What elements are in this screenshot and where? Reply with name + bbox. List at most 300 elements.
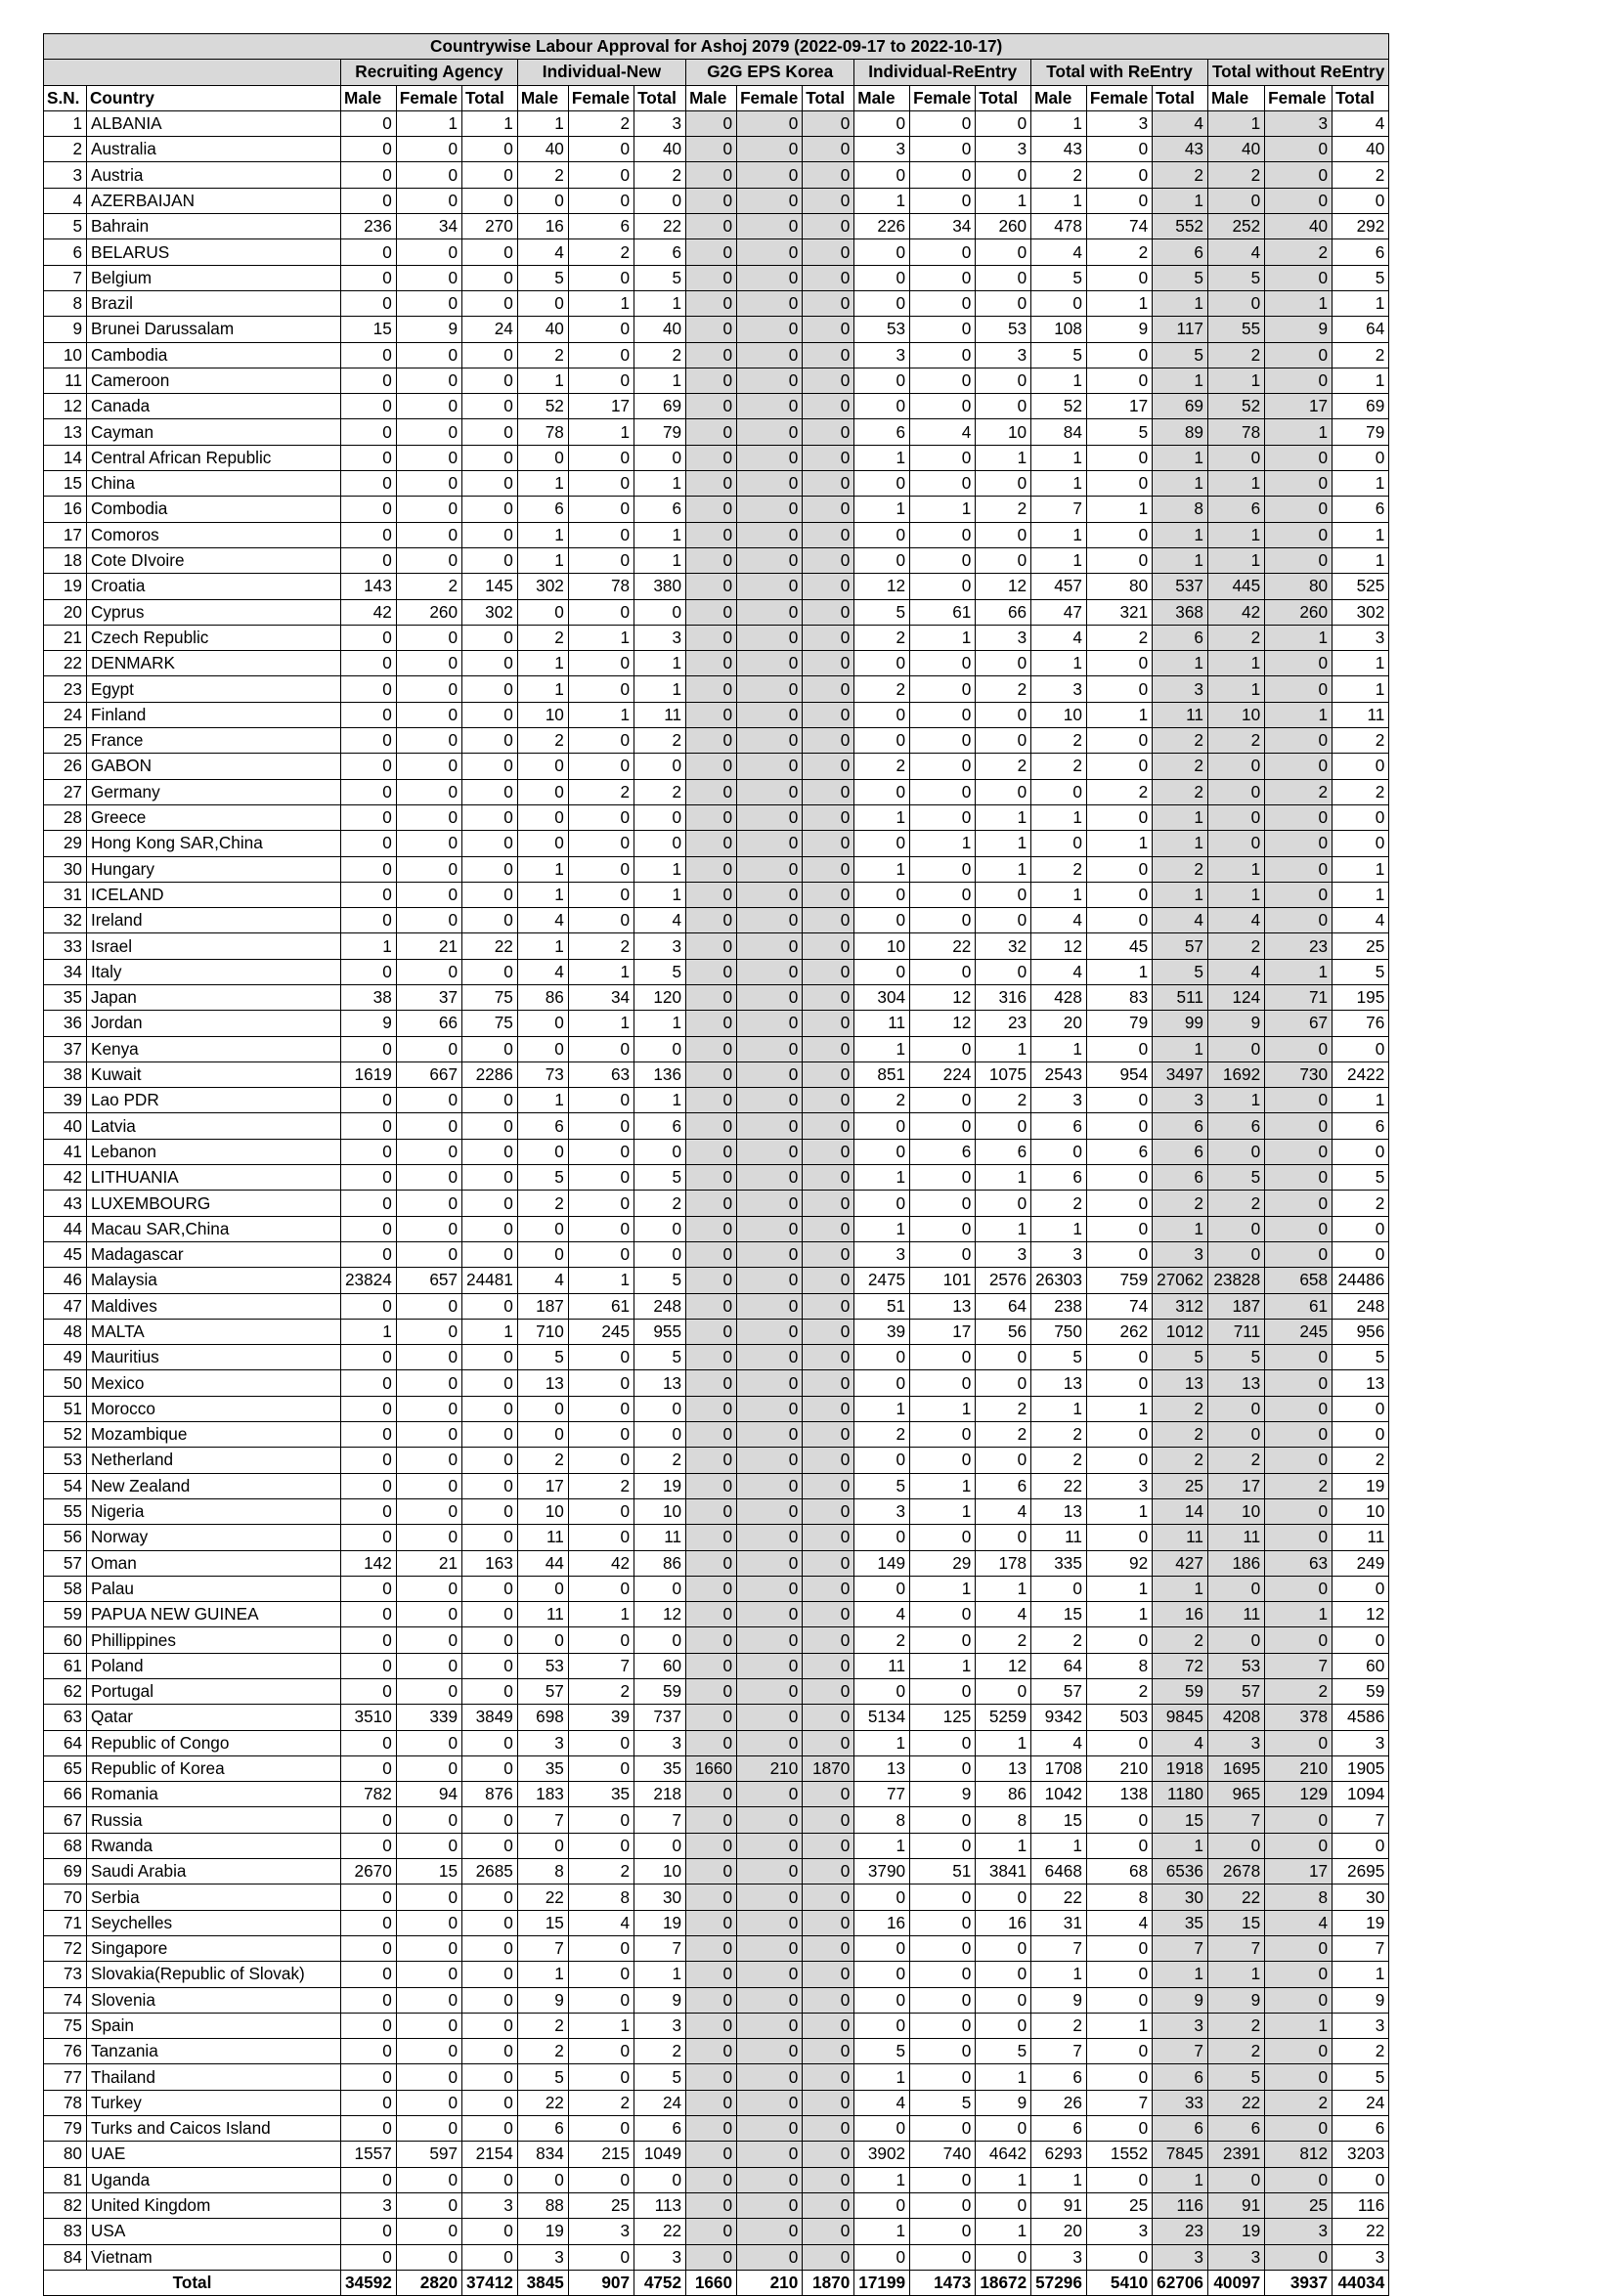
value-cell: 0: [1086, 804, 1152, 830]
value-cell: 0: [686, 290, 737, 316]
value-cell: 7: [634, 1807, 686, 1833]
value-cell: 3: [1031, 1088, 1087, 1113]
value-cell: 2: [1265, 779, 1333, 804]
value-cell: 0: [462, 1962, 518, 1987]
value-cell: 0: [737, 547, 803, 573]
country-cell: Maldives: [87, 1293, 341, 1319]
value-cell: 2: [1333, 342, 1389, 368]
value-cell: 0: [568, 1448, 634, 1473]
value-cell: 0: [737, 1576, 803, 1601]
value-cell: 73: [517, 1061, 568, 1087]
value-cell: 24: [462, 317, 518, 342]
country-cell: Combodia: [87, 497, 341, 522]
value-cell: 0: [568, 497, 634, 522]
serial-number-cell: 36: [44, 1011, 87, 1036]
value-cell: 0: [1207, 779, 1264, 804]
value-cell: 0: [910, 1216, 976, 1241]
value-cell: 9: [1031, 1987, 1087, 2013]
value-cell: 0: [1265, 1498, 1333, 1524]
serial-number-cell: 51: [44, 1396, 87, 1421]
value-cell: 0: [910, 547, 976, 573]
value-cell: 1: [1153, 831, 1208, 856]
value-cell: 0: [686, 779, 737, 804]
value-cell: 0: [803, 1139, 854, 1164]
value-cell: 0: [737, 1061, 803, 1087]
value-cell: 0: [803, 2090, 854, 2115]
value-cell: 0: [1086, 2116, 1152, 2142]
value-cell: 16: [854, 1910, 910, 1935]
value-cell: 9: [1207, 1987, 1264, 2013]
value-cell: 1: [1153, 1833, 1208, 1858]
value-cell: 0: [1086, 1448, 1152, 1473]
total-value-cell: 37412: [462, 2270, 518, 2295]
value-cell: 0: [686, 2142, 737, 2167]
value-cell: 0: [803, 1011, 854, 1036]
value-cell: 117: [1153, 317, 1208, 342]
value-cell: 0: [568, 1807, 634, 1833]
value-cell: 0: [854, 2013, 910, 2038]
value-cell: 0: [341, 1962, 397, 1987]
value-cell: 5: [1333, 2064, 1389, 2090]
value-cell: 51: [854, 1293, 910, 1319]
value-cell: 8: [1086, 1884, 1152, 1910]
value-cell: 0: [1265, 1935, 1333, 1961]
value-cell: 0: [803, 394, 854, 419]
value-cell: 163: [462, 1550, 518, 1576]
value-cell: 2: [1333, 779, 1389, 804]
total-value-cell: 3937: [1265, 2270, 1333, 2295]
value-cell: 4: [517, 1268, 568, 1293]
table-row: [44, 1679, 1389, 1705]
value-cell: 53: [517, 1653, 568, 1678]
value-cell: 1: [854, 804, 910, 830]
value-cell: 0: [1086, 882, 1152, 907]
value-cell: 0: [854, 471, 910, 497]
value-cell: 5: [1207, 2064, 1264, 2090]
value-cell: 0: [462, 188, 518, 213]
value-cell: 11: [854, 1011, 910, 1036]
value-cell: 0: [803, 2013, 854, 2038]
value-cell: 0: [976, 162, 1031, 188]
value-cell: 0: [1207, 445, 1264, 470]
value-cell: 0: [686, 547, 737, 573]
value-cell: 0: [803, 1807, 854, 1833]
value-cell: 0: [737, 1498, 803, 1524]
serial-number-cell: 40: [44, 1113, 87, 1139]
value-cell: 0: [737, 1345, 803, 1370]
value-cell: 23824: [341, 1268, 397, 1293]
value-cell: 0: [341, 1987, 397, 2013]
table-row: [44, 1448, 1389, 1473]
value-cell: 0: [803, 1910, 854, 1935]
value-cell: 0: [686, 1627, 737, 1653]
value-cell: 0: [1265, 676, 1333, 702]
country-cell: Palau: [87, 1576, 341, 1601]
value-cell: 262: [1086, 1319, 1152, 1344]
country-cell: Comoros: [87, 522, 341, 547]
value-cell: 0: [341, 1165, 397, 1191]
value-cell: 0: [737, 1422, 803, 1448]
value-cell: 1: [634, 290, 686, 316]
value-cell: 224: [910, 1061, 976, 1087]
table-row: [44, 110, 1389, 136]
value-cell: 3: [976, 137, 1031, 162]
table-row: [44, 445, 1389, 470]
value-cell: 1: [1265, 702, 1333, 727]
value-cell: 4: [1333, 110, 1389, 136]
value-cell: 0: [737, 882, 803, 907]
value-cell: 1049: [634, 2142, 686, 2167]
value-cell: 0: [910, 702, 976, 727]
value-cell: 9342: [1031, 1705, 1087, 1730]
value-cell: 2: [1265, 2090, 1333, 2115]
value-cell: 0: [803, 702, 854, 727]
value-cell: 0: [737, 1011, 803, 1036]
value-cell: 86: [634, 1550, 686, 1576]
value-cell: 5: [854, 1473, 910, 1498]
value-cell: 55: [1207, 317, 1264, 342]
value-cell: 0: [910, 110, 976, 136]
value-cell: 34: [910, 214, 976, 239]
value-cell: 0: [737, 1807, 803, 1833]
value-cell: 6: [1333, 2116, 1389, 2142]
value-cell: 955: [634, 1319, 686, 1344]
value-cell: 0: [803, 1525, 854, 1550]
value-cell: 5: [910, 2090, 976, 2115]
value-cell: 0: [341, 1525, 397, 1550]
value-cell: 20: [1031, 1011, 1087, 1036]
value-cell: 0: [803, 933, 854, 959]
value-cell: 0: [396, 368, 461, 393]
value-cell: 2: [1153, 1191, 1208, 1216]
value-cell: 0: [737, 1627, 803, 1653]
value-cell: 0: [737, 445, 803, 470]
value-cell: 0: [910, 728, 976, 754]
value-cell: 2: [568, 1859, 634, 1884]
value-cell: 0: [686, 1987, 737, 2013]
value-cell: 0: [910, 754, 976, 779]
value-cell: 0: [634, 599, 686, 625]
value-cell: 0: [341, 831, 397, 856]
value-cell: 0: [462, 1987, 518, 2013]
value-cell: 0: [341, 779, 397, 804]
value-cell: 0: [1207, 1627, 1264, 1653]
value-cell: 0: [910, 1679, 976, 1705]
value-cell: 1: [1153, 368, 1208, 393]
value-cell: 0: [737, 1241, 803, 1267]
value-cell: 0: [910, 1036, 976, 1061]
value-cell: 0: [854, 239, 910, 265]
value-cell: 304: [854, 984, 910, 1010]
value-cell: 6: [1031, 1165, 1087, 1191]
value-cell: 0: [854, 368, 910, 393]
value-cell: 0: [517, 831, 568, 856]
value-cell: 25: [1265, 2192, 1333, 2218]
value-cell: 0: [341, 2244, 397, 2270]
value-cell: 0: [686, 1011, 737, 1036]
value-cell: 0: [462, 1191, 518, 1216]
value-cell: 0: [803, 625, 854, 650]
value-cell: 0: [462, 959, 518, 984]
value-cell: 0: [462, 1139, 518, 1164]
serial-number-cell: 8: [44, 290, 87, 316]
value-cell: 0: [1265, 1525, 1333, 1550]
value-cell: 1: [976, 856, 1031, 882]
value-cell: 0: [341, 342, 397, 368]
value-cell: 1: [568, 1268, 634, 1293]
value-cell: 0: [737, 933, 803, 959]
value-cell: 6: [1031, 2064, 1087, 2090]
table-row: [44, 2219, 1389, 2244]
value-cell: 0: [568, 1165, 634, 1191]
value-cell: 0: [634, 2167, 686, 2192]
value-cell: 9: [396, 317, 461, 342]
value-cell: 0: [976, 522, 1031, 547]
value-cell: 4: [976, 1498, 1031, 1524]
value-cell: 2: [1333, 728, 1389, 754]
value-cell: 1: [1086, 1576, 1152, 1601]
value-cell: 0: [341, 1345, 397, 1370]
serial-number-cell: 15: [44, 471, 87, 497]
value-cell: 737: [634, 1705, 686, 1730]
value-cell: 1: [1153, 445, 1208, 470]
table-row: [44, 1859, 1389, 1884]
value-cell: 0: [462, 162, 518, 188]
value-cell: 0: [462, 804, 518, 830]
serial-number-cell: 16: [44, 497, 87, 522]
value-cell: 2: [1207, 1448, 1264, 1473]
value-cell: 0: [737, 1370, 803, 1396]
serial-number-cell: 4: [44, 188, 87, 213]
value-cell: 1: [976, 188, 1031, 213]
value-cell: 0: [803, 317, 854, 342]
value-cell: 0: [1333, 445, 1389, 470]
value-cell: 0: [568, 188, 634, 213]
table-title: Countrywise Labour Approval for Ashoj 2079 (2022-09-17 to 2022-10-17): [44, 34, 1389, 60]
value-cell: 0: [1086, 1088, 1152, 1113]
value-cell: 0: [517, 1396, 568, 1421]
value-cell: 0: [517, 1576, 568, 1601]
value-cell: 0: [854, 1448, 910, 1473]
value-cell: 0: [341, 804, 397, 830]
value-cell: 0: [1086, 1807, 1152, 1833]
value-cell: 0: [1086, 162, 1152, 188]
value-cell: 0: [396, 1396, 461, 1421]
value-cell: 0: [1086, 728, 1152, 754]
value-cell: 1: [1207, 368, 1264, 393]
serial-number-cell: 52: [44, 1422, 87, 1448]
value-cell: 0: [1086, 1241, 1152, 1267]
value-cell: 0: [686, 265, 737, 290]
value-cell: 2: [517, 728, 568, 754]
country-cell: Spain: [87, 2013, 341, 2038]
value-cell: 2: [1333, 2039, 1389, 2064]
value-cell: 0: [341, 625, 397, 650]
value-cell: 6: [1153, 2064, 1208, 2090]
value-cell: 116: [1333, 2192, 1389, 2218]
country-cell: Japan: [87, 984, 341, 1010]
value-cell: 0: [568, 471, 634, 497]
table-row: [44, 908, 1389, 933]
value-cell: 0: [976, 702, 1031, 727]
value-cell: 2: [1207, 162, 1264, 188]
value-cell: 0: [686, 2116, 737, 2142]
value-cell: 0: [341, 1191, 397, 1216]
value-cell: 1: [462, 1319, 518, 1344]
value-cell: 0: [737, 1833, 803, 1858]
value-cell: 0: [341, 497, 397, 522]
table-row: [44, 1088, 1389, 1113]
value-cell: 0: [854, 1884, 910, 1910]
value-cell: 2: [1265, 239, 1333, 265]
value-cell: 0: [976, 651, 1031, 676]
value-cell: 0: [1333, 1036, 1389, 1061]
value-cell: 0: [803, 368, 854, 393]
value-cell: 0: [462, 1396, 518, 1421]
value-cell: 0: [803, 265, 854, 290]
value-cell: 2: [517, 2039, 568, 2064]
table-row: [44, 239, 1389, 265]
value-cell: 6: [634, 1113, 686, 1139]
value-cell: 0: [396, 1088, 461, 1113]
value-cell: 0: [686, 1525, 737, 1550]
value-cell: 1695: [1207, 1755, 1264, 1781]
value-cell: 0: [910, 1935, 976, 1961]
value-cell: 0: [976, 959, 1031, 984]
value-cell: 0: [737, 239, 803, 265]
value-cell: 2: [976, 1088, 1031, 1113]
value-cell: 3: [1333, 625, 1389, 650]
table-row: [44, 1268, 1389, 1293]
value-cell: 0: [396, 754, 461, 779]
value-cell: 1: [854, 188, 910, 213]
value-cell: 0: [686, 1679, 737, 1705]
country-cell: Saudi Arabia: [87, 1859, 341, 1884]
value-cell: 5: [634, 1268, 686, 1293]
table-row: [44, 1576, 1389, 1601]
table-row: [44, 2039, 1389, 2064]
total-value-cell: 5410: [1086, 2270, 1152, 2295]
value-cell: 0: [803, 188, 854, 213]
value-cell: 0: [396, 1755, 461, 1781]
value-cell: 0: [737, 1191, 803, 1216]
value-cell: 63: [568, 1061, 634, 1087]
value-cell: 1094: [1333, 1782, 1389, 1807]
serial-number-cell: 27: [44, 779, 87, 804]
value-cell: 0: [910, 1910, 976, 1935]
value-cell: 1: [1086, 497, 1152, 522]
value-cell: 1: [1333, 471, 1389, 497]
value-cell: 0: [341, 1576, 397, 1601]
value-cell: 238: [1031, 1293, 1087, 1319]
value-cell: 0: [686, 625, 737, 650]
value-cell: 0: [341, 1448, 397, 1473]
value-cell: 0: [976, 1884, 1031, 1910]
value-cell: 0: [1265, 1191, 1333, 1216]
value-cell: 0: [686, 676, 737, 702]
value-cell: 0: [910, 856, 976, 882]
value-cell: 4: [1031, 908, 1087, 933]
value-cell: 0: [854, 265, 910, 290]
value-cell: 3: [976, 625, 1031, 650]
value-cell: 0: [1207, 188, 1264, 213]
value-cell: 1: [1153, 522, 1208, 547]
value-cell: 0: [1265, 1370, 1333, 1396]
value-cell: 9: [1086, 317, 1152, 342]
value-cell: 0: [396, 1319, 461, 1344]
value-cell: 1: [568, 2013, 634, 2038]
value-cell: 59: [634, 1679, 686, 1705]
value-cell: 0: [462, 856, 518, 882]
column-header: Male: [517, 85, 568, 110]
value-cell: 0: [737, 110, 803, 136]
value-cell: 0: [854, 959, 910, 984]
value-cell: 0: [976, 1370, 1031, 1396]
country-cell: Cayman: [87, 419, 341, 445]
value-cell: 0: [568, 676, 634, 702]
value-cell: 0: [462, 2219, 518, 2244]
value-cell: 2: [1153, 1448, 1208, 1473]
value-cell: 15: [517, 1910, 568, 1935]
value-cell: 1: [854, 1730, 910, 1755]
value-cell: 0: [976, 1987, 1031, 2013]
value-cell: 5259: [976, 1705, 1031, 1730]
value-cell: 1: [854, 445, 910, 470]
value-cell: 0: [686, 1782, 737, 1807]
value-cell: 4: [1153, 1730, 1208, 1755]
serial-number-cell: 11: [44, 368, 87, 393]
value-cell: 0: [803, 2039, 854, 2064]
value-cell: 0: [462, 368, 518, 393]
value-cell: 0: [803, 214, 854, 239]
value-cell: 0: [686, 754, 737, 779]
value-cell: 1: [910, 1498, 976, 1524]
value-cell: 0: [686, 342, 737, 368]
value-cell: 79: [634, 419, 686, 445]
value-cell: 1: [1031, 522, 1087, 547]
value-cell: 0: [462, 1910, 518, 1935]
country-cell: Belgium: [87, 265, 341, 290]
value-cell: 0: [803, 1730, 854, 1755]
value-cell: 0: [686, 368, 737, 393]
value-cell: 0: [976, 1962, 1031, 1987]
country-cell: Slovenia: [87, 1987, 341, 2013]
total-value-cell: 3845: [517, 2270, 568, 2295]
table-row: [44, 2116, 1389, 2142]
value-cell: 11: [517, 1602, 568, 1627]
value-cell: 5: [634, 2064, 686, 2090]
country-cell: GABON: [87, 754, 341, 779]
country-cell: Jordan: [87, 1011, 341, 1036]
serial-number-cell: 79: [44, 2116, 87, 2142]
value-cell: 0: [341, 1088, 397, 1113]
value-cell: 1: [634, 368, 686, 393]
value-cell: 0: [1207, 804, 1264, 830]
total-label: Total: [44, 2270, 341, 2295]
value-cell: 2: [396, 574, 461, 599]
value-cell: 0: [568, 804, 634, 830]
value-cell: 0: [1265, 2244, 1333, 2270]
table-row: [44, 342, 1389, 368]
value-cell: 0: [396, 1833, 461, 1858]
value-cell: 0: [396, 2013, 461, 2038]
value-cell: 0: [341, 1422, 397, 1448]
value-cell: 187: [517, 1293, 568, 1319]
value-cell: 0: [341, 239, 397, 265]
value-cell: 0: [737, 368, 803, 393]
value-cell: 0: [396, 1241, 461, 1267]
value-cell: 3: [854, 1498, 910, 1524]
